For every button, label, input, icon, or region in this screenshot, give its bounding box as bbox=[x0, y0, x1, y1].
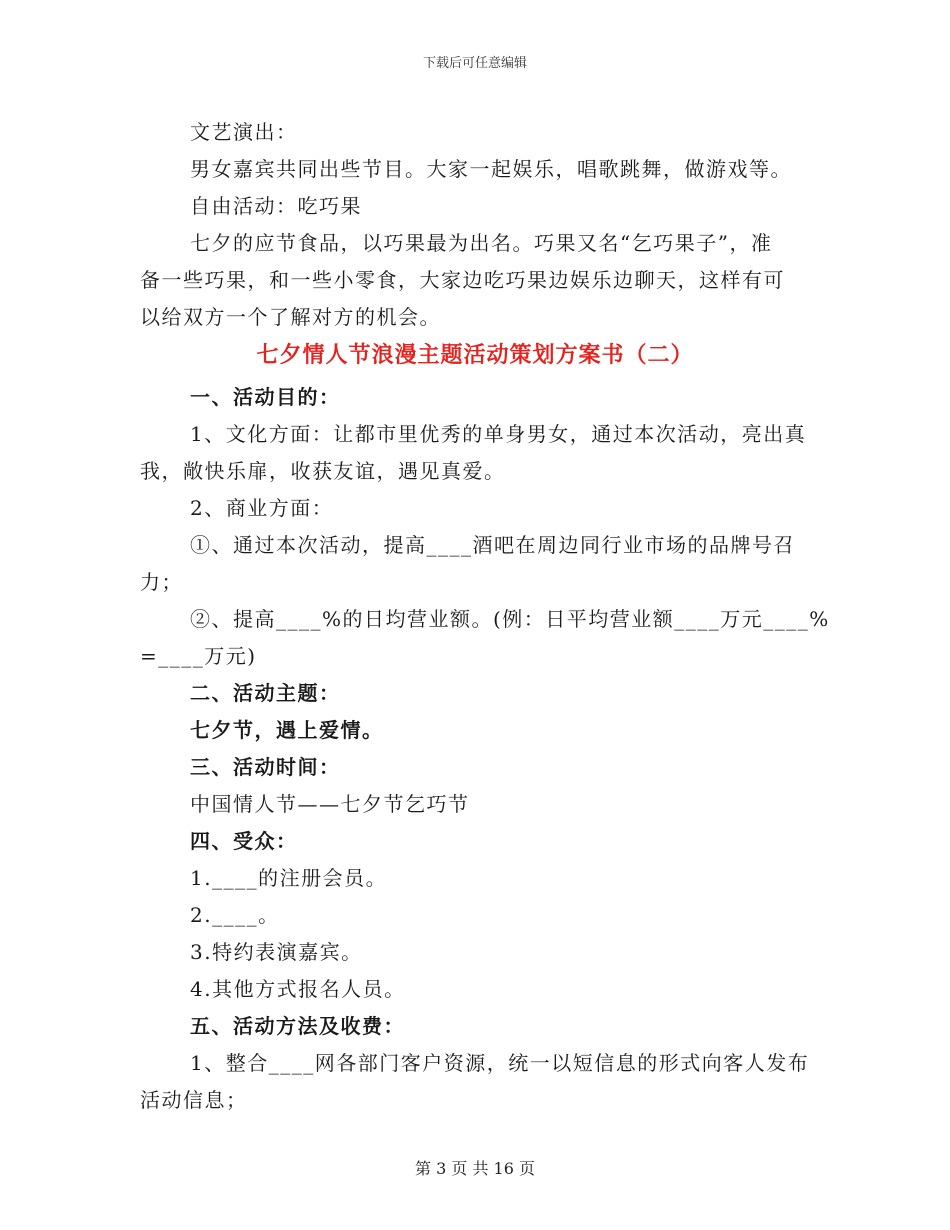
section-heading: 一、活动目的： bbox=[190, 385, 341, 409]
list-item: 2.____。 bbox=[190, 903, 280, 927]
paragraph-line: 以给双方一个了解对方的机会。 bbox=[140, 305, 441, 329]
paragraph-line: 自由活动：吃巧果 bbox=[190, 194, 362, 218]
paragraph-line: 七夕的应节食品，以巧果最为出名。巧果又名“乞巧果子”，准 bbox=[190, 231, 773, 255]
list-item: 1.____的注册会员。 bbox=[190, 866, 388, 890]
paragraph-line: =____万元) bbox=[140, 644, 257, 668]
section-heading: 三、活动时间： bbox=[190, 755, 341, 779]
paragraph-line: 1、文化方面：让都市里优秀的单身男女，通过本次活动，亮出真 bbox=[190, 422, 807, 446]
paragraph-line: ①、通过本次活动，提高____酒吧在周边同行业市场的品牌号召 bbox=[190, 533, 795, 557]
paragraph-line: 力； bbox=[140, 570, 183, 594]
page-header: 下载后可任意编辑 bbox=[422, 56, 527, 71]
paragraph-line: ②、提高____%的日均营业额。(例：日平均营业额____万元____% bbox=[190, 607, 830, 631]
section-heading: 五、活动方法及收费： bbox=[190, 1014, 405, 1038]
paragraph-line: 活动信息； bbox=[140, 1088, 248, 1112]
paragraph-line: 中国情人节——七夕节乞巧节 bbox=[190, 792, 470, 816]
list-item: 4.其他方式报名人员。 bbox=[190, 977, 406, 1001]
section-heading: 二、活动主题： bbox=[190, 681, 341, 705]
paragraph-line: 男女嘉宾共同出些节目。大家一起娱乐，唱歌跳舞，做游戏等。 bbox=[190, 157, 792, 181]
paragraph-line: 1、整合____网各部门客户资源，统一以短信息的形式向客人发布 bbox=[190, 1051, 810, 1075]
paragraph-line: 2、商业方面： bbox=[190, 496, 334, 520]
document-title: 七夕情人节浪漫主题活动策划方案书（二） bbox=[256, 342, 694, 368]
theme-line: 七夕节，遇上爱情。 bbox=[190, 718, 384, 742]
paragraph-line: 备一些巧果，和一些小零食，大家边吃巧果边娱乐边聊天，这样有可 bbox=[140, 268, 785, 292]
paragraph-line: 我，敞快乐扉，收获友谊，遇见真爱。 bbox=[140, 459, 506, 483]
section-heading: 四、受众： bbox=[190, 829, 298, 853]
list-item: 3.特约表演嘉宾。 bbox=[190, 940, 363, 964]
paragraph-line: 文艺演出： bbox=[190, 120, 298, 144]
page-footer: 第 3 页 共 16 页 bbox=[415, 1159, 535, 1178]
